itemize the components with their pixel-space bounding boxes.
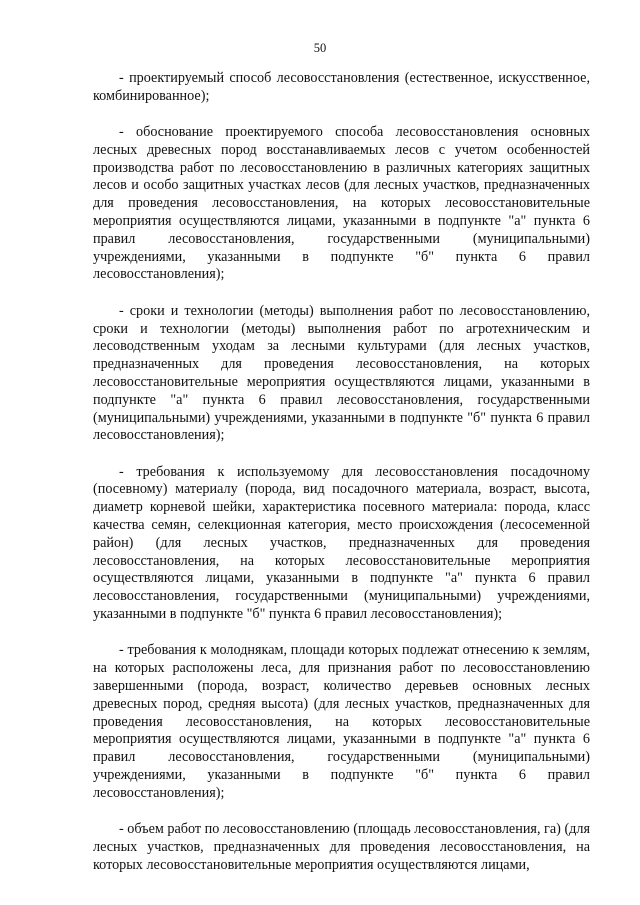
list-item-terms-and-technologies: - сроки и технологии (методы) выполнения работ по лесовосстановлению, сроки и технологии (методы) выполнения работ по агротехническим и лесоводственным уходам за лесными культурами (для лесных участков, предназначенных для проведения лесовосстановления, на которых лесовосстановительные мероприятия осуществляются лицами, указанными в подпункте "а" пункта 6 правил лесовосстановления, государственными (муниципальными) учреждениями, указанными в подпункте "б" пункта 6 правил лесовосстановления);: [93, 302, 590, 444]
list-item-method: - проектируемый способ лесовосстановления (естественное, искусственное, комбинированное);: [93, 70, 590, 104]
list-item-work-volume: - объем работ по лесовосстановлению (площадь лесовосстановления, га) (для лесных участков, предназначенных для проведения лесовосстановления, на которых лесовосстановительные мероприятия осуществляются лицами,: [93, 820, 590, 873]
list-item-method-justification: - обоснование проектируемого способа лесовосстановления основных лесных древесных пород восстанавливаемых лесов с учетом особенностей производства работ по лесовосстановлению в различных категориях защитных лесов и особо защитных участках лесов (для лесных участков, предназначенных для проведения лесовосстановления, на которых лесовосстановительные мероприятия осуществляются лицами, указанными в подпункте "а" пункта 6 правил лесовосстановления, государственными (муниципальными) учреждениями, указанными в подпункте "б" пункта 6 правил лесовосстановления);: [93, 124, 590, 283]
page-number: 50: [313, 41, 327, 55]
list-item-young-stand-requirements: - требования к молоднякам, площади которых подлежат отнесению к землям, на которых расположены леса, для признания работ по лесовосстановлению завершенными (порода, возраст, количество деревьев основных лесных древесных пород, средняя высота) (для лесных участков, предназначенных для проведения лесовосстановления, на которых лесовосстановительные мероприятия осуществляются лицами, указанными в подпункте "а" пункта 6 правил лесовосстановления, государственными (муниципальными) учреждениями, указанными в подпункте "б" пункта 6 правил лесовосстановления);: [93, 642, 590, 801]
document-body: [93, 70, 590, 893]
list-item-planting-material-requirements: - требования к используемому для лесовосстановления посадочному (посевному) материалу (порода, вид посадочного материала, возраст, высота, диаметр корневой шейки, характеристика посевного материала: порода, класс качества семян, селекционная категория, место происхождения (лесосеменной район) (для лесных участков, предназначенных для проведения лесовосстановления, на которых лесовосстановительные мероприятия осуществляются лицами, указанными в подпункте "а" пункта 6 правил лесовосстановления, государственными (муниципальными) учреждениями, указанными в подпункте "б" пункта 6 правил лесовосстановления);: [93, 463, 590, 623]
